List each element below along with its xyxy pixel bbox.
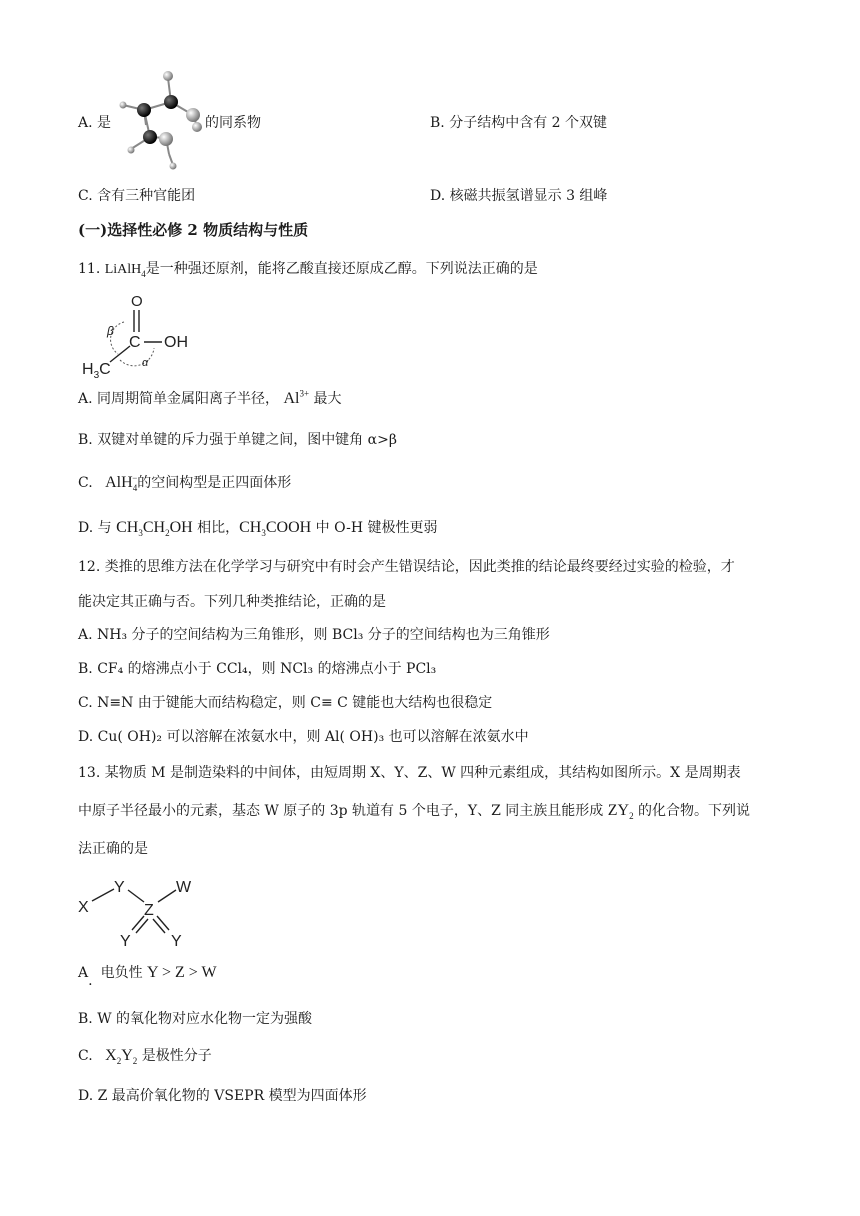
q13-option-b: B. W 的氧化物对应水化物一定为强酸 (78, 1011, 313, 1027)
figure-o-label: O (131, 294, 143, 310)
q11-option-a: A. 同周期简单金属阳离子半径， $Al^{3+}$ 最大 (78, 388, 342, 407)
xyzw-structure-figure (78, 872, 208, 948)
q13-option-d: D. Z 最高价氧化物的 VSEPR 模型为四面体形 (78, 1088, 367, 1104)
q10-option-a-prefix: A. 是 (78, 115, 112, 131)
figure-oh-label: OH (164, 334, 188, 351)
q11-option-d: D. 与 $CH_3CH_2OH$ 相比，$CH_3COOH$ 中 O-H 键极性更弱 (78, 519, 438, 539)
q11-option-a-ion: $Al^{3+}$ (283, 388, 310, 407)
q13-option-c: C. $X_2Y_2$ 是极性分子 (78, 1047, 212, 1067)
figure-w-label: W (176, 879, 192, 896)
figure-beta-label: β (107, 324, 114, 338)
q10-option-c: C. 含有三种官能团 (78, 188, 196, 204)
q11-stem-formula: LiAlH$_4$ (104, 262, 146, 279)
q11-number: 11. (78, 261, 101, 277)
q12-option-d: D. Cu( OH)₂ 可以溶解在浓氨水中，则 Al( OH)₃ 也可以溶解在浓氨水中 (78, 729, 529, 745)
q13-option-c-formula: $X_2Y_2$ (105, 1047, 138, 1067)
q11-option-d-acetic-acid: $CH_3COOH$ (239, 519, 312, 539)
q10-option-b: B. 分子结构中含有 2 个双键 (430, 115, 607, 131)
q13-stem-line2: 中原子半径最小的元素，基态 W 原子的 3p 轨道有 5 个电子，Y、Z 同主族且能形成 $ZY_2$ 的化合物。下列说 (78, 802, 751, 822)
q10-option-a (78, 114, 111, 132)
figure-x-label: X (78, 899, 89, 916)
q10-option-a-suffix: 的同系物 (205, 115, 261, 131)
q12-stem-line2: 能决定其正确与否。下列几种类推结论，正确的是 (78, 594, 386, 610)
q13-stem-line3: 法正确的是 (78, 841, 148, 857)
figure-y-left-label: Y (120, 933, 131, 948)
q13-option-a: A. 电负性 Y > Z > W (78, 964, 217, 989)
q11-option-c-ion: AlH$_4$− (105, 472, 138, 494)
figure-alpha-label: α (142, 357, 149, 369)
q11-stem (78, 260, 538, 279)
q12-option-b: B. CF₄ 的熔沸点小于 CCl₄，则 NCl₃ 的熔沸点小于 PCl₃ (78, 661, 437, 677)
ball-and-stick-molecule-image (113, 68, 207, 174)
section-title: (一)选择性必修 2 物质结构与性质 (78, 221, 309, 239)
q11-option-d-ethanol: $CH_3CH_2OH$ (116, 519, 193, 539)
acetic-acid-structure-figure (80, 294, 200, 382)
q11-stem-text: 是一种强还原剂，能将乙酸直接还原成乙醇。下列说法正确的是 (145, 261, 538, 277)
q13-stem-formula: $ZY_2$ (607, 802, 634, 822)
figure-z-label: Z (144, 902, 154, 919)
q12-option-c: C. N≡N 由于键能大而结构稳定，则 C≡ C 键能也大结构也很稳定 (78, 695, 493, 711)
figure-y-right-label: Y (171, 933, 182, 948)
q12-option-a: A. NH₃ 分子的空间结构为三角锥形，则 BCl₃ 分子的空间结构也为三角锥形 (78, 627, 550, 643)
q12-stem-line1: 12. 类推的思维方法在化学学习与研究中有时会产生错误结论，因此类推的结论最终要经过实验的检验，才 (78, 559, 735, 575)
q13-stem-line1: 13. 某物质 M 是制造染料的中间体，由短周期 X、Y、Z、W 四种元素组成，其结构如图所示。X 是周期表 (78, 765, 741, 781)
figure-y-top-label: Y (114, 879, 125, 896)
q10-option-d: D. 核磁共振氢谱显示 3 组峰 (430, 188, 608, 204)
figure-c-label: C (129, 334, 141, 351)
q11-option-c: C. AlH$_4$−的空间构型是正四面体形 (78, 472, 292, 494)
q11-option-b: B. 双键对单键的斥力强于单键之间，图中键角 α>β (78, 432, 397, 448)
figure-h3c-label: $H_3C$ (82, 361, 111, 381)
